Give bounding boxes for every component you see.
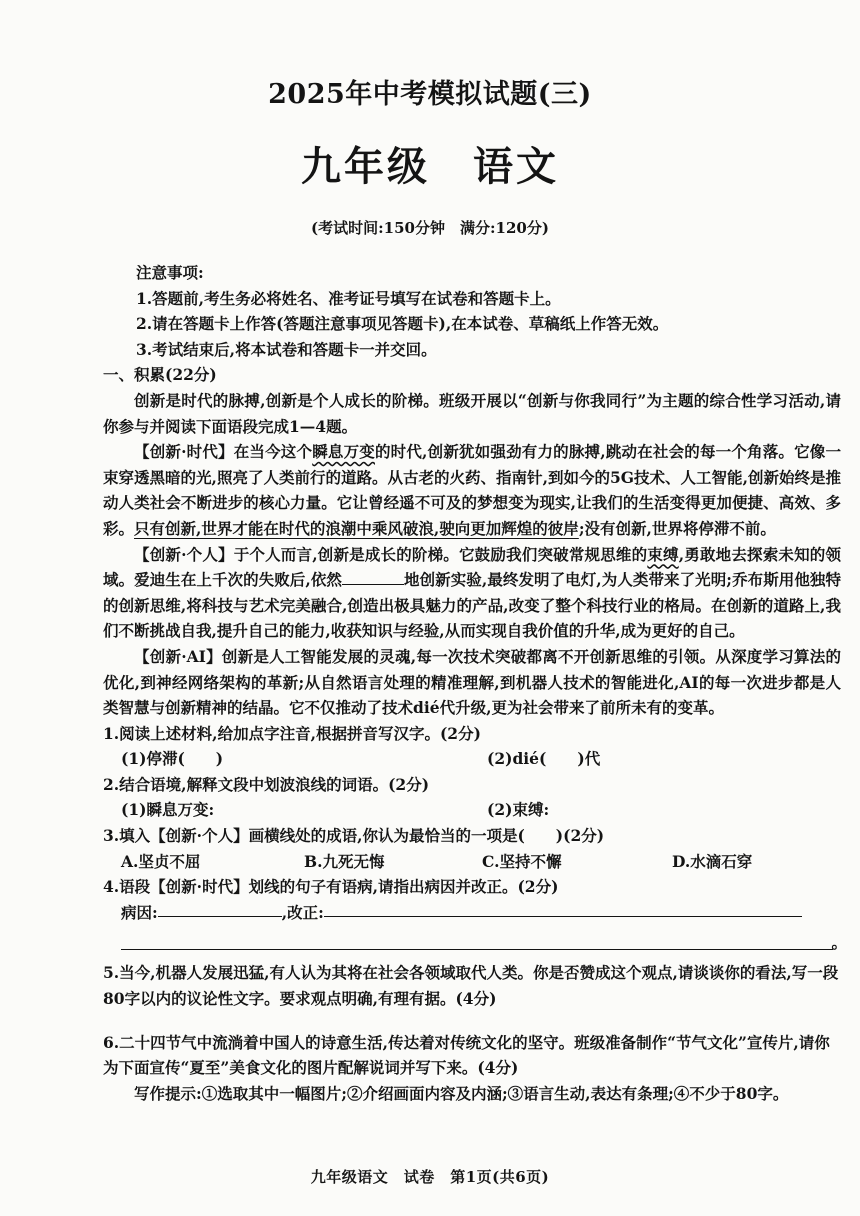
notice-item-1: 1.答题前,考生务必将姓名、准考证号填写在试卷和答题卡上。 xyxy=(136,288,561,308)
question-6-stem: 6.二十四节气中流淌着中国人的诗意生活,传达着对传统文化的坚守。班级准备制作“节气文化”宣传片,请你为下面宣传“夏至”美食文化的图片配解说词并写下来。(4分) xyxy=(103,1032,830,1078)
option-b[interactable]: B.九死无悔 xyxy=(304,851,385,871)
section-heading: 一、积累(22分) xyxy=(103,365,217,385)
fix-blank[interactable] xyxy=(324,900,802,917)
question-2-items xyxy=(103,797,841,823)
passage-era-part2: 的时代,创新犹如强劲有力的脉搏,跳动在社会的每一个角落。它像一束穿透黑暗的光,照亮了人类前行的道路。从古老的火药、指南针,到如今的5G技术、人工智能,创新始终是推动人类社会不断进步的核心力量。它让曾经遥不可及的梦想变为现实,让我们的生活变得更加便捷、高效、多彩。 xyxy=(103,442,841,538)
wavy-word-shunxi: 瞬息万变 xyxy=(312,442,375,462)
question-6-hint: 写作提示:①选取其中一幅图片;②介绍画面内容及内涵;③语言生动,表达有条理;④不少于80字。 xyxy=(134,1083,789,1103)
notice-heading: 注意事项: xyxy=(136,263,204,282)
section-intro: 创新是时代的脉搏,创新是个人成长的阶梯。班级开展以“创新与你我同行”为主题的综合性学习活动,请你参与并阅读下面语段完成1—4题。 xyxy=(103,390,841,436)
question-5-stem: 5.当今,机器人发展迅猛,有人认为其将在社会各领域取代人类。你是否赞成这个观点,请谈谈你的看法,写一段80字以内的议论性文字。要求观点明确,有理有据。(4分) xyxy=(103,963,839,1009)
notice-item-2: 2.请在答题卡上作答(答题注意事项见答题卡),在本试卷、草稿纸上作答无效。 xyxy=(136,314,669,334)
idiom-blank[interactable] xyxy=(342,568,404,585)
spacer xyxy=(103,1012,841,1030)
exam-title: 2025年中考模拟试题(三) xyxy=(268,79,592,110)
passage-person-part1: 【创新·个人】于个人而言,创新是成长的阶梯。它鼓励我们突破常规思维的 xyxy=(134,544,648,564)
question-2-item-a[interactable]: (1)瞬息万变: xyxy=(121,800,215,820)
question-1-item-a[interactable]: (1)停滞( ) xyxy=(121,749,224,769)
question-4-fix-label: ,改正: xyxy=(281,902,324,922)
option-c[interactable]: C.坚持不懈 xyxy=(482,851,562,871)
passage-era xyxy=(103,439,841,541)
passage-person-part3: 地创新实验,最终发明了电灯,为人类带来了光明;乔布斯用他独特的创新思维,将科技与艺术完美融合,创造出极具魅力的产品,改变了整个科技行业的格局。在创新的道路上,我们不断挑战自我,提升自己的能力,收获知识与经验,从而实现自我价值的升华,成为更好的自己。 xyxy=(103,570,841,641)
option-d[interactable]: D.水滴石穿 xyxy=(672,851,753,871)
question-1-item-b[interactable]: (2)dié( )代 xyxy=(487,749,601,769)
question-4-end-mark: 。 xyxy=(831,932,847,952)
wavy-word-shufu: 束缚 xyxy=(647,544,679,564)
question-3-stem: 3.填入【创新·个人】画横线处的成语,你认为最恰当的一项是( )(2分) xyxy=(103,826,605,846)
cause-blank[interactable] xyxy=(158,900,282,917)
question-2-stem: 2.结合语境,解释文段中划波浪线的词语。(2分) xyxy=(103,774,430,794)
notice-item-3: 3.考试结束后,将本试卷和答题卡一并交回。 xyxy=(136,339,437,359)
exam-content xyxy=(103,260,847,1106)
exam-subject: 九年级 语文 xyxy=(301,143,559,190)
passage-ai: 【创新·AI】创新是人工智能发展的灵魂,每一次技术突破都离不开创新思维的引领。从深度学习算法的优化,到神经网络架构的革新;从自然语言处理的精准理解,到机器人技术的智能进化,AI的每一次进步都是人类智慧与创新精神的结晶。它不仅推动了技术dié代升级,更为社会带来了前所未有的变革。 xyxy=(103,646,841,718)
question-4-answer-line xyxy=(103,900,841,926)
exam-info: (考试时间:150分钟 满分:120分) xyxy=(311,219,549,237)
option-a[interactable]: A.坚贞不屈 xyxy=(121,851,201,871)
passage-person-part2: ,勇敢地去探索未知的领域。爱迪生在上千次的失败后,依然 xyxy=(103,544,841,590)
question-1-items xyxy=(103,746,841,772)
passage-era-part1: 【创新·时代】在当今这个 xyxy=(134,442,313,462)
question-1-stem: 1.阅读上述材料,给加点字注音,根据拼音写汉字。(2分) xyxy=(103,723,481,743)
passage-era-part3: ;没有创新,世界将停滞不前。 xyxy=(578,518,776,538)
passage-person xyxy=(103,542,841,644)
question-3-options xyxy=(103,849,841,875)
underlined-sentence: 只有创新,世界才能在时代的浪潮中乘风破浪,驶向更加辉煌的彼岸 xyxy=(134,518,579,538)
question-4-stem: 4.语段【创新·时代】划线的句子有语病,请指出病因并改正。(2分) xyxy=(103,877,559,897)
page-footer: 九年级语文 试卷 第1页(共6页) xyxy=(310,1168,550,1186)
question-4-extra-line[interactable] xyxy=(121,925,847,952)
question-4-cause-label: 病因: xyxy=(121,902,158,922)
question-2-item-b[interactable]: (2)束缚: xyxy=(487,800,550,820)
spacer xyxy=(103,950,841,960)
